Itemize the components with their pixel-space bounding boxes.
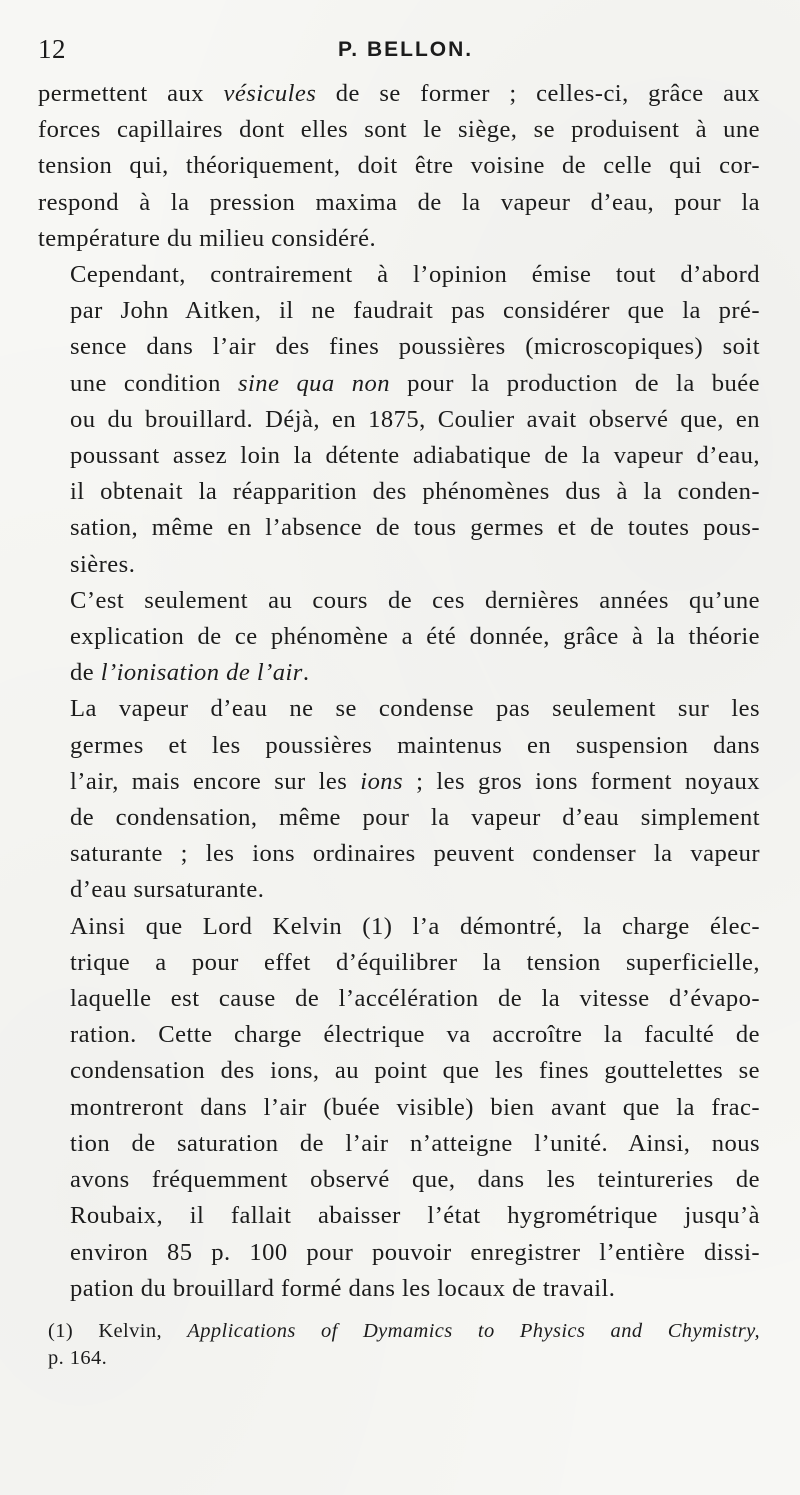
text-line — [38, 510, 760, 546]
text-span: Ainsi que Lord Kelvin (1) l’a démontré, la charge élec- — [70, 912, 760, 940]
text-line — [48, 1318, 760, 1345]
text-line — [38, 221, 760, 257]
paragraph-5 — [38, 909, 760, 1307]
text-span: poussant assez loin la détente adiabatique de la vapeur d’eau, — [70, 442, 760, 470]
text-span: respond à la pression maxima de la vapeur d’eau, pour la — [38, 188, 760, 216]
page-header — [38, 34, 758, 70]
text-line — [38, 1017, 760, 1053]
italic-text: l’ionisation de l’air — [100, 659, 303, 687]
text-span: de — [70, 659, 101, 687]
text-line — [38, 1090, 760, 1126]
text-span: pation du brouillard formé dans les locaux de travail. — [70, 1274, 616, 1302]
text-span: montreront dans l’air (buée visible) bien avant que la frac- — [70, 1093, 760, 1121]
text-line — [38, 148, 760, 184]
text-span: par John Aitken, il ne faudrait pas considérer que la pré- — [70, 297, 760, 325]
page-number: 12 — [38, 34, 66, 64]
text-line — [38, 1126, 760, 1162]
text-span: environ 85 p. 100 pour pouvoir enregistrer l’entière dissi- — [70, 1238, 760, 1266]
italic-text: Applications of Dymamics to Physics and Chymistry, — [187, 1320, 760, 1342]
text-line — [38, 981, 760, 1017]
text-line — [38, 112, 760, 148]
text-span: condensation des ions, au point que les fines gouttelettes se — [70, 1057, 760, 1085]
text-span: il obtenait la réapparition des phénomènes dus à la conden- — [70, 478, 760, 506]
text-line — [38, 583, 760, 619]
paragraph-2 — [38, 257, 760, 583]
text-span: avons fréquemment observé que, dans les teintureries de — [70, 1166, 760, 1194]
text-line — [38, 185, 760, 221]
text-line — [38, 76, 760, 112]
text-line — [38, 655, 760, 691]
text-line — [38, 691, 760, 727]
text-span: p. 164. — [48, 1347, 108, 1369]
text-line — [38, 1053, 760, 1089]
text-line — [38, 1162, 760, 1198]
text-span: d’eau sursaturante. — [70, 876, 265, 904]
text-span: sières. — [70, 550, 136, 578]
text-span: une condition — [70, 369, 238, 397]
text-span: de condensation, même pour la vapeur d’eau simplement — [70, 804, 760, 832]
text-span: saturante ; les ions ordinaires peuvent condenser la vapeur — [70, 840, 760, 868]
text-span: . — [302, 659, 310, 687]
text-line — [38, 909, 760, 945]
italic-text: ions — [360, 767, 404, 795]
text-line — [38, 293, 760, 329]
text-line — [38, 329, 760, 365]
text-line — [38, 872, 760, 908]
text-span: C’est seulement au cours de ces dernières années qu’une — [70, 586, 760, 614]
text-span: Roubaix, il fallait abaisser l’état hygrométrique jusqu’à — [70, 1202, 760, 1230]
text-span: pour la production de la buée — [390, 369, 760, 397]
text-span: forces capillaires dont elles sont le siège, se produisent à une — [38, 116, 760, 144]
text-line — [38, 1198, 760, 1234]
text-line — [48, 1345, 760, 1372]
text-span: trique a pour effet d’équilibrer la tension superficielle, — [70, 948, 760, 976]
text-line — [38, 800, 760, 836]
text-line — [38, 1235, 760, 1271]
text-span: tion de saturation de l’air n’atteigne l’unité. Ainsi, nous — [70, 1129, 760, 1157]
text-line — [38, 1271, 760, 1307]
text-span: permettent aux — [38, 80, 224, 107]
text-line — [38, 438, 760, 474]
text-line — [38, 945, 760, 981]
text-line — [38, 547, 760, 583]
text-span: Cependant, contrairement à l’opinion émise tout d’abord — [70, 261, 760, 289]
text-span: laquelle est cause de l’accélération de la vitesse d’évapo- — [70, 985, 760, 1013]
paragraph-4 — [38, 691, 760, 908]
text-span: explication de ce phénomène a été donnée, grâce à la théorie — [70, 623, 760, 651]
text-span: germes et les poussières maintenus en suspension dans — [70, 731, 760, 759]
text-span: ou du brouillard. Déjà, en 1875, Coulier avait observé que, en — [70, 405, 760, 433]
body-text — [38, 76, 760, 1307]
text-line — [38, 366, 760, 402]
text-span: sence dans l’air des fines poussières (microscopiques) soit — [70, 333, 760, 361]
text-span: La vapeur d’eau ne se condense pas seulement sur les — [70, 695, 760, 723]
text-line — [38, 402, 760, 438]
text-line — [38, 257, 760, 293]
text-span: ration. Cette charge électrique va accroître la faculté de — [70, 1021, 760, 1049]
text-span: tension qui, théoriquement, doit être voisine de celle qui cor- — [38, 152, 760, 180]
running-head: P. BELLON. — [338, 38, 474, 61]
footnote — [48, 1318, 760, 1372]
italic-text: vésicules — [223, 80, 317, 107]
text-line — [38, 728, 760, 764]
text-line — [38, 474, 760, 510]
text-span: l’air, mais encore sur les — [70, 767, 361, 795]
paragraph-3 — [38, 583, 760, 692]
text-span: sation, même en l’absence de tous germes et de toutes pous- — [70, 514, 760, 542]
text-span: (1) Kelvin, — [48, 1320, 188, 1342]
text-line — [38, 836, 760, 872]
text-line — [38, 619, 760, 655]
paragraph-1 — [38, 76, 760, 257]
text-span: de se former ; celles-ci, grâce aux — [316, 80, 760, 107]
text-span: ; les gros ions forment noyaux — [403, 767, 760, 795]
text-span: température du milieu considéré. — [38, 224, 377, 252]
text-line — [38, 764, 760, 800]
italic-text: sine qua non — [237, 369, 390, 397]
